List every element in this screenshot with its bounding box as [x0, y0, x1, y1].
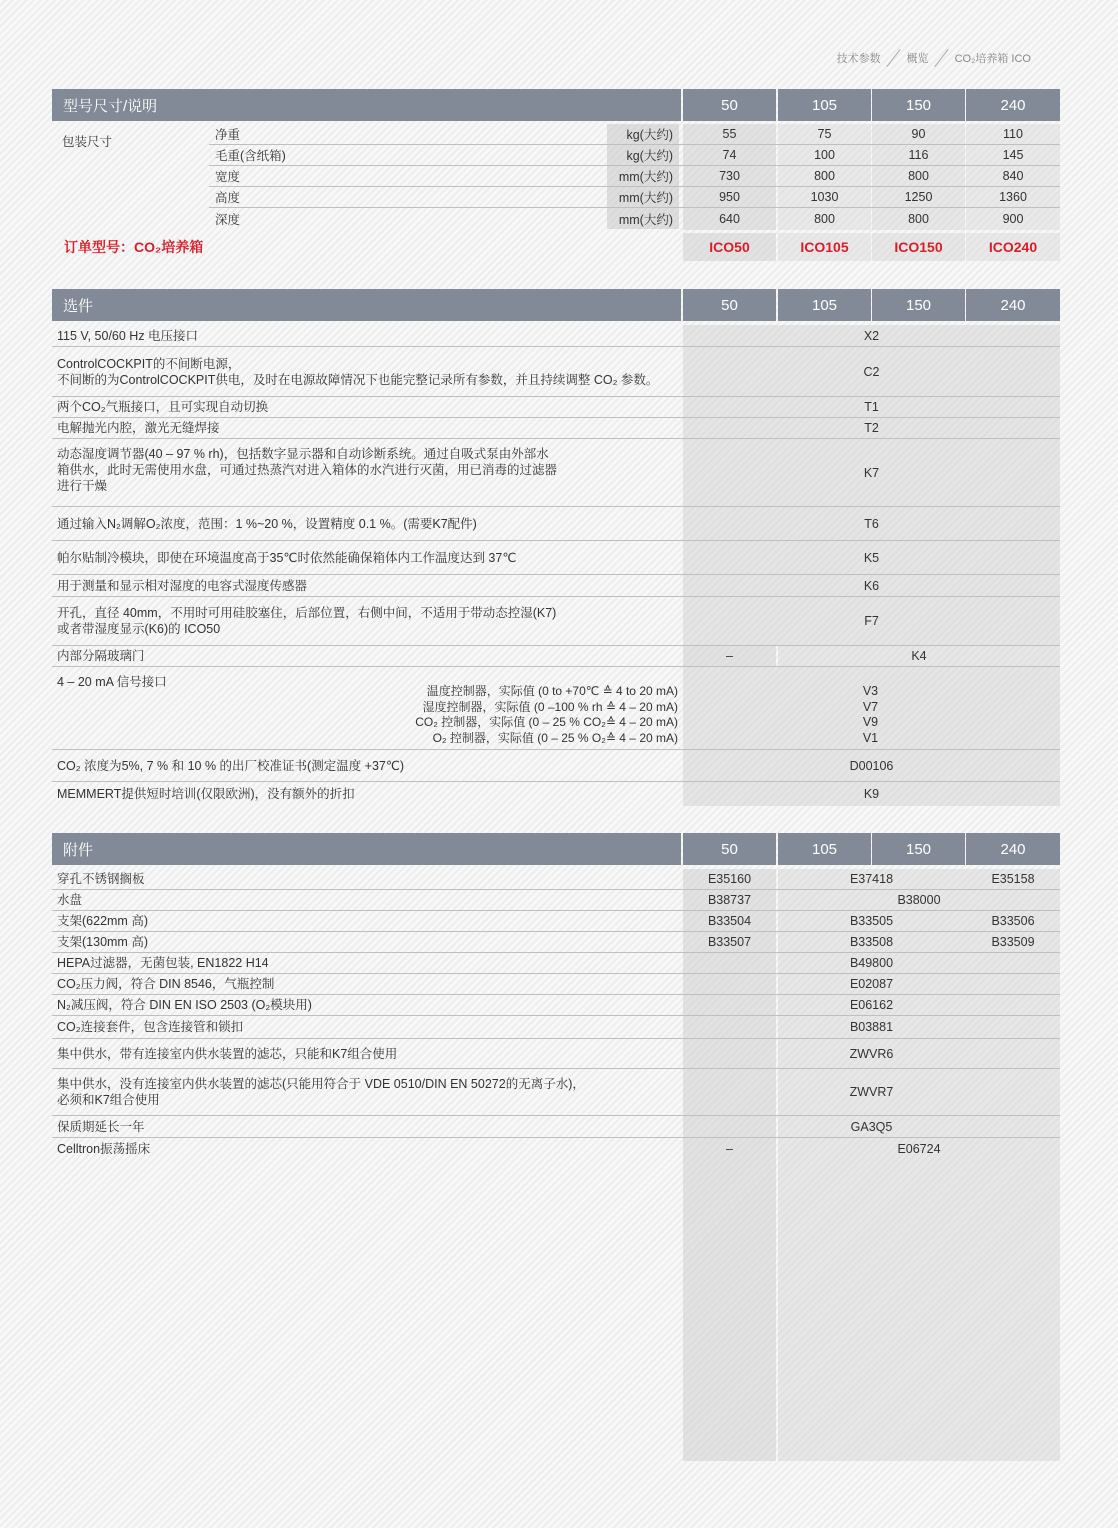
- dim-name: 深度: [215, 212, 241, 227]
- dim-value: 90: [911, 127, 926, 141]
- signal-descriptions: [415, 667, 678, 749]
- dim-name: 净重: [215, 128, 241, 142]
- signal-text: CO₂ 控制器，实际值 (0 – 25 % CO₂≙ 4 – 20 mA): [415, 715, 678, 729]
- accessory-label: CO₂压力阀，符合 DIN 8546，气瓶控制: [57, 977, 275, 991]
- dimensions-table: [52, 89, 1060, 261]
- option-label: [57, 347, 682, 396]
- header-size: 240: [966, 833, 1060, 865]
- header-size: 105: [778, 833, 871, 865]
- table-row: [209, 208, 1060, 229]
- header-size: 105: [778, 289, 871, 321]
- dim-unit: mm(大约): [607, 208, 679, 229]
- table-header: [52, 89, 1060, 121]
- accessory-code: B33507: [707, 935, 752, 949]
- table-row: [52, 646, 1060, 667]
- dim-name: 宽度: [215, 170, 241, 184]
- option-label-line: 或者带湿度显示(K6)的 ICO50: [57, 622, 221, 636]
- option-label-line: ControlCOCKPIT的不间断电源，: [57, 356, 241, 371]
- dim-value: 950: [719, 190, 740, 204]
- group-label: 包装尺寸: [62, 135, 113, 149]
- accessory-code: ZWVR6: [849, 1046, 894, 1061]
- accessory-label: CO₂连接套件，包含连接管和锁扣: [57, 1020, 244, 1034]
- option-code: K9: [863, 787, 880, 801]
- dim-value: 800: [814, 169, 835, 183]
- packaging-group: [52, 124, 1060, 230]
- dim-value: 800: [814, 211, 835, 226]
- accessories-table: [52, 833, 1060, 1461]
- option-label: [57, 439, 682, 506]
- dim-value: 116: [908, 148, 929, 162]
- accessory-label-line: 集中供水，没有连接室内供水装置的滤芯(只能用符合于 VDE 0510/DIN EN 50272的无离子水)，: [57, 1077, 585, 1091]
- order-code: ICO240: [988, 239, 1038, 255]
- dim-value: 1250: [904, 190, 933, 204]
- accessory-code: B03881: [849, 1020, 894, 1034]
- accessory-label: 穿孔不锈钢搁板: [57, 872, 145, 886]
- accessory-label: 集中供水，带有连接室内供水装置的滤芯，只能和K7组合使用: [57, 1046, 398, 1061]
- accessory-code: B33508: [849, 935, 894, 949]
- dim-value: 145: [1002, 148, 1024, 162]
- accessory-code: B33504: [707, 914, 752, 928]
- header-size: 150: [872, 289, 965, 321]
- option-code: D00106: [849, 758, 894, 773]
- order-code: ICO50: [709, 239, 750, 255]
- table-row: [52, 890, 1060, 911]
- header-size: 50: [683, 289, 776, 321]
- order-row: [52, 233, 1060, 261]
- header-size: 50: [683, 89, 776, 121]
- table-row: [52, 575, 1060, 597]
- table-row: [52, 995, 1060, 1016]
- order-label: 订单型号：CO₂培养箱: [64, 239, 204, 255]
- table-row: [209, 166, 1060, 187]
- option-code: K4: [911, 649, 927, 663]
- option-label-line: 动态湿度调节器(40 – 97 % rh)，包括数字显示器和自动诊断系统。通过自吸式泵由外部水: [57, 447, 549, 461]
- table-row: [52, 869, 1060, 890]
- breadcrumb: [837, 49, 1031, 67]
- table-row: [52, 911, 1060, 932]
- breadcrumb-item: CO₂培养箱 ICO: [954, 53, 1031, 65]
- option-label: [57, 597, 682, 645]
- dim-value: 900: [1002, 211, 1024, 226]
- table-row: [209, 124, 1060, 145]
- accessory-code-unavailable: –: [726, 1142, 733, 1156]
- option-code: K6: [863, 578, 880, 593]
- table-row: [209, 187, 1060, 208]
- accessory-label: Celltron振荡摇床: [57, 1142, 151, 1156]
- accessory-label: 保质期延长一年: [57, 1119, 145, 1134]
- table-row: [52, 347, 1060, 397]
- option-label: 用于测量和显示相对湿度的电容式湿度传感器: [57, 578, 308, 593]
- option-code: K7: [863, 465, 880, 480]
- header-title: 型号尺寸/说明: [52, 89, 681, 121]
- accessory-code: ZWVR7: [849, 1085, 894, 1099]
- dim-value: 840: [1002, 169, 1024, 183]
- accessory-code: B38000: [897, 893, 941, 907]
- dim-unit: kg(大约): [607, 124, 679, 144]
- dim-unit: mm(大约): [607, 166, 679, 186]
- header-title: 选件: [52, 289, 681, 321]
- signal-text: 湿度控制器，实际值 (0 –100 % rh ≙ 4 – 20 mA): [422, 699, 678, 714]
- table-header: [52, 833, 1060, 865]
- option-label: 4 – 20 mA 信号接口: [57, 675, 167, 689]
- header-size: 150: [872, 89, 965, 121]
- accessory-code: B38737: [707, 893, 752, 907]
- option-code: T2: [864, 421, 879, 435]
- accessory-code: E02087: [849, 977, 894, 991]
- option-code: K5: [863, 550, 880, 565]
- option-code: C2: [863, 364, 880, 379]
- option-code: X2: [863, 328, 880, 343]
- table-row: [52, 507, 1060, 541]
- breadcrumb-separator: [884, 49, 904, 67]
- dim-unit: kg(大约): [607, 145, 679, 165]
- table-row: [52, 597, 1060, 646]
- breadcrumb-item: 技术参数: [836, 53, 881, 65]
- option-code: F7: [864, 614, 879, 628]
- option-code: V7: [862, 699, 879, 714]
- option-label-line: 进行干燥: [57, 479, 108, 493]
- table-row: [52, 932, 1060, 953]
- option-label: MEMMERT提供短时培训(仅限欧洲)，没有额外的折扣: [57, 787, 355, 801]
- table-row: [52, 1016, 1060, 1039]
- dim-value: 640: [719, 211, 740, 226]
- accessory-label: 支架(130mm 高): [57, 935, 148, 949]
- header-size: 150: [872, 833, 965, 865]
- option-label-line: 箱供水，此时无需使用水盘，可通过热蒸汽对进入箱体的水汽进行灭菌，用已消毒的过滤器: [57, 463, 558, 477]
- header-size: 50: [683, 833, 776, 865]
- option-label-line: 不间断的为ControlCOCKPIT供电，及时在电源故障情况下也能完整记录所有参数，并且持续调整 CO₂ 参数。: [57, 372, 659, 387]
- option-label-line: 开孔，直径 40mm，不用时可用硅胶塞住，后部位置，右侧中间，不适用于带动态控湿(K7): [57, 606, 557, 620]
- header-size: 105: [778, 89, 871, 121]
- option-code: V9: [862, 715, 879, 729]
- accessory-code: GA3Q5: [850, 1119, 893, 1134]
- accessory-code: E35158: [991, 872, 1035, 886]
- accessories-body: [52, 869, 1060, 1461]
- option-code: T6: [864, 516, 879, 531]
- accessory-code: E37418: [849, 872, 894, 886]
- table-row: [52, 667, 1060, 750]
- table-row: [52, 782, 1060, 806]
- breadcrumb-item: 概览: [906, 53, 929, 65]
- dim-value: 1360: [999, 190, 1027, 204]
- dim-unit: mm(大约): [607, 187, 679, 207]
- dim-name: 毛重(含纸箱): [215, 149, 286, 163]
- table-row: [52, 1069, 1060, 1116]
- dim-value: 800: [908, 211, 929, 226]
- signal-text: O₂ 控制器，实际值 (0 – 25 % O₂≙ 4 – 20 mA): [432, 730, 678, 745]
- table-row: [52, 953, 1060, 974]
- dim-name: 高度: [215, 191, 241, 205]
- table-row: [52, 418, 1060, 439]
- order-code: ICO150: [894, 239, 943, 255]
- header-title: 附件: [52, 833, 681, 865]
- table-header: [52, 289, 1060, 321]
- accessory-code: E06162: [849, 998, 894, 1012]
- dim-value: 1030: [810, 190, 839, 204]
- dim-value: 110: [1003, 127, 1023, 141]
- dim-value: 730: [719, 169, 740, 183]
- dim-value: 75: [817, 127, 832, 141]
- table-row: [52, 439, 1060, 507]
- table-row: [52, 1138, 1060, 1160]
- option-label: CO₂ 浓度为5%, 7 % 和 10 % 的出厂校准证书(测定温度 +37℃): [57, 758, 405, 773]
- accessory-label: [57, 1069, 682, 1115]
- accessory-code: B49800: [849, 956, 894, 970]
- header-size: 240: [966, 89, 1060, 121]
- option-code: V3: [862, 684, 879, 698]
- table-row: [52, 750, 1060, 782]
- accessory-code: B33506: [991, 914, 1035, 928]
- accessory-code: E35160: [707, 872, 752, 886]
- option-label: 电解抛光内腔，激光无缝焊接: [57, 421, 220, 435]
- option-label: 通过输入N₂调解O₂浓度，范围：1 %~20 %，设置精度 0.1 %。(需要K7配件): [57, 516, 477, 531]
- accessory-label: HEPA过滤器，无菌包装, EN1822 H14: [57, 956, 269, 970]
- table-row: [52, 974, 1060, 995]
- breadcrumb-separator: [932, 49, 952, 67]
- accessory-label: N₂减压阀，符合 DIN EN ISO 2503 (O₂模块用): [57, 998, 312, 1012]
- table-row: [52, 397, 1060, 418]
- table-row: [52, 541, 1060, 575]
- dim-value: 55: [722, 127, 737, 141]
- option-code: T1: [864, 400, 879, 414]
- signal-text: 温度控制器，实际值 (0 to +70℃ ≙ 4 to 20 mA): [426, 684, 678, 698]
- signal-codes: [824, 667, 917, 749]
- accessory-code: E06724: [897, 1142, 941, 1156]
- table-row: [52, 325, 1060, 347]
- accessory-code: B33509: [991, 935, 1035, 949]
- table-row: [52, 1039, 1060, 1069]
- option-code: V1: [862, 730, 879, 745]
- table-row: [52, 1116, 1060, 1138]
- dim-value: 800: [908, 169, 929, 183]
- option-label: 帕尔贴制冷模块，即使在环境温度高于35℃时依然能确保箱体内工作温度达到 37℃: [57, 550, 517, 565]
- option-code-unavailable: –: [726, 649, 733, 663]
- accessory-label-line: 必须和K7组合使用: [57, 1093, 160, 1107]
- header-size: 240: [966, 289, 1060, 321]
- option-label: 内部分隔玻璃门: [57, 649, 145, 663]
- options-table: [52, 289, 1060, 806]
- table-row: [209, 145, 1060, 166]
- option-label: 115 V, 50/60 Hz 电压接口: [57, 328, 199, 343]
- accessory-label: 水盘: [57, 893, 83, 907]
- dim-value: 100: [814, 148, 835, 162]
- option-label: 两个CO₂气瓶接口，且可实现自动切换: [57, 400, 269, 414]
- dim-value: 74: [722, 148, 737, 162]
- accessory-code: B33505: [849, 914, 894, 928]
- accessory-label: 支架(622mm 高): [57, 914, 148, 928]
- order-code: ICO105: [800, 239, 849, 255]
